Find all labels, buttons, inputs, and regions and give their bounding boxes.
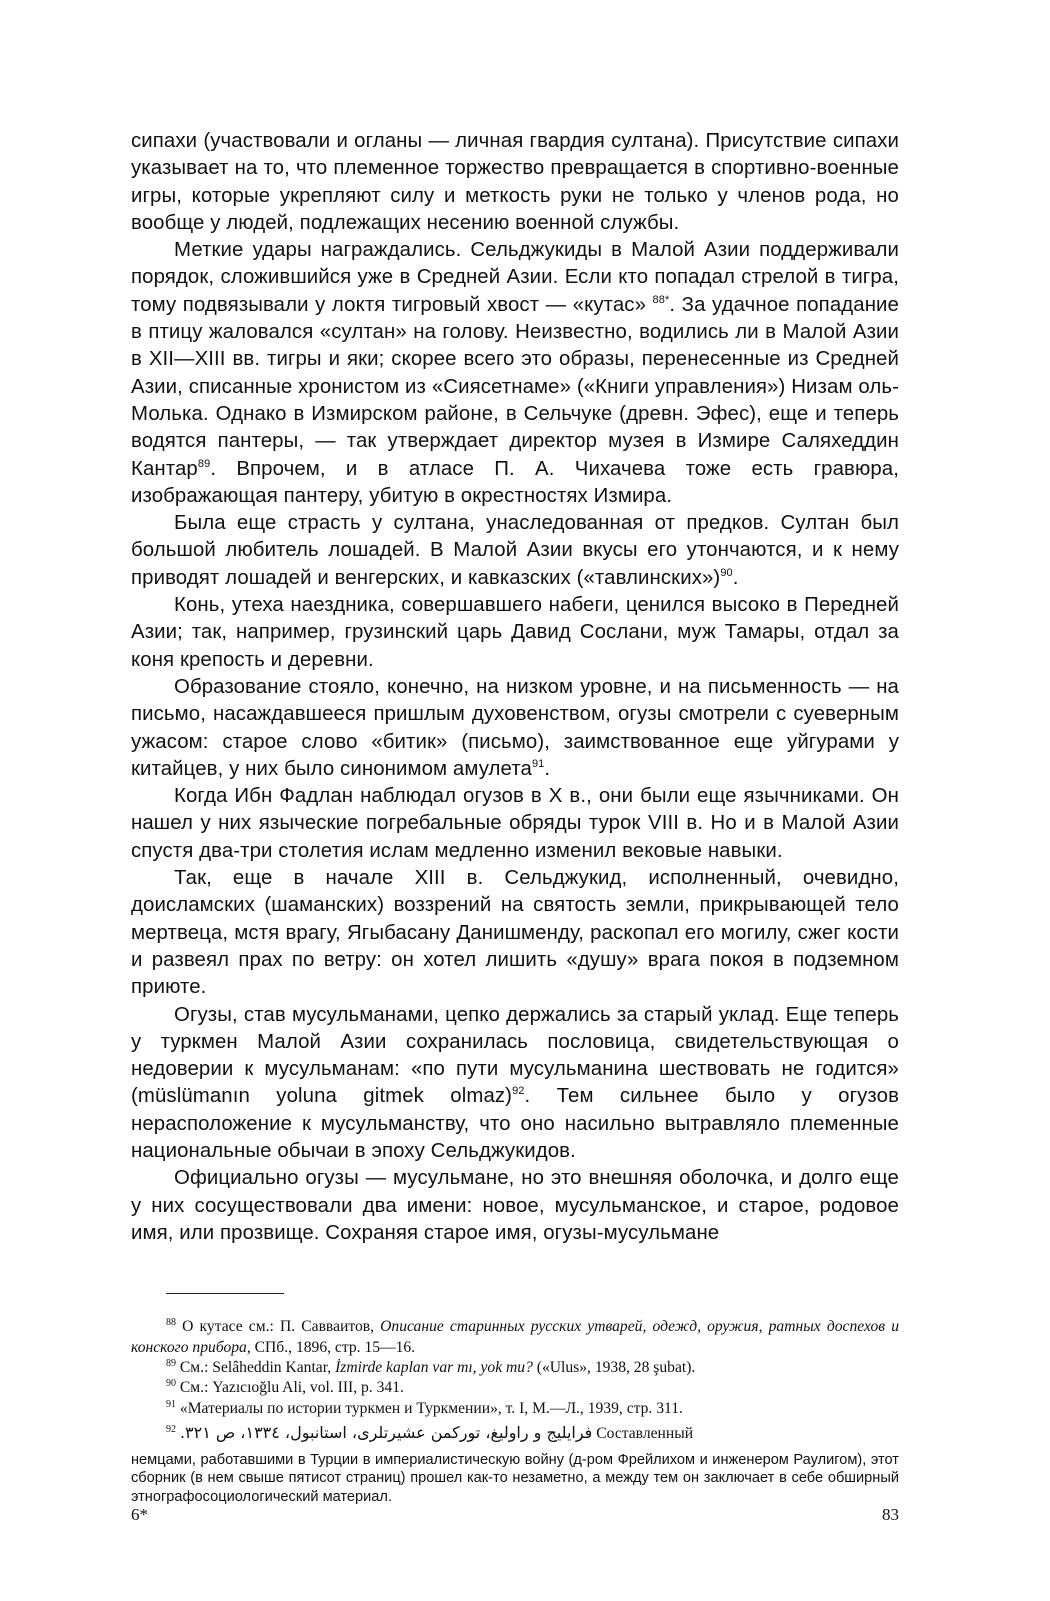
text-run: Когда Ибн Фадлан наблюдал огузов в X в., они были еще язычниками. Он нашел у них языческие погребальные обряды турок VIII в. Но и в Малой Азии спустя два-три столетия ислам медленно изменил вековые навыки. xyxy=(131,785,899,862)
paragraph xyxy=(131,592,899,674)
footnote-ref: 90 xyxy=(720,566,733,579)
footnote-ref: 92 xyxy=(512,1085,525,1098)
footnote-92: $^{92}$ فرايليج و راوليغ، توركمن عشيرتلرى، استانبول، ١٣٣٤، ص ٣٢١. Составленный xyxy=(166,1423,694,1443)
text-run: . За удачное попадание в птицу жаловался «султан» на голову. Неизвестно, водились ли в Малой Азии в XII—XIII вв. тигры и яки; скорее всего это образы, перенесенные из Средней Азии, списанные хронистом из «Сиясетнаме» («Книги управления») Низам оль-Молька. Однако в Измирском районе, в Сельчуке (древн. Эфес), еще и теперь водятся пантеры, — так утверждает директор музея в Измире Саляхеддин Кантар xyxy=(131,293,899,480)
footnote-88: $^{88}$ О кутасе см.: П. Савваитов, Описание старинных русских утварей, одежд, оружия, ратных доспехов и конского прибора, СПб., 1896, стр. 15—16. xyxy=(131,1316,899,1356)
text-run: . Впрочем, и в атласе П. А. Чихачева тоже есть гравюра, изображающая пантеру, убитую в окрестностях Измира. xyxy=(131,457,899,507)
text-run: Была еще страсть у султана, унаследованная от предков. Султан был большой любитель лошадей. В Малой Азии вкусы его утончаются, и к нему приводят лошадей и венгерских, и кавказских («тавлинских») xyxy=(131,512,899,589)
footnote-ref: 89 xyxy=(197,457,211,470)
footnote-91: $^{91}$ «Материалы по истории туркмен и Туркмении», т. I, М.—Л., 1939, стр. 311. xyxy=(166,1398,683,1417)
page-number: 83 xyxy=(882,1505,899,1524)
text-run: Так, еще в начале XIII в. Сельджукид, исполненный, очевидно, доисламских (шаманских) воззрений на святость земли, прикрывающей тело мертвеца, мстя врагу, Ягыбасану Данишменду, раскопал его могилу, сжег кости и развеял прах по ветру: он хотел лишить «душу» врага покоя в подземном приюте. xyxy=(131,867,899,999)
paragraph xyxy=(131,237,899,510)
text-run: . xyxy=(544,757,551,780)
text-run: . xyxy=(732,566,739,589)
paragraph xyxy=(131,783,899,865)
page-footer xyxy=(131,1505,899,1527)
footnote-90: $^{90}$ См.: Yazıcıoğlu Ali, vol. III, p. 341. xyxy=(166,1378,404,1397)
main-text xyxy=(131,128,899,1247)
paragraph xyxy=(131,128,899,237)
footnote-92-continuation: немцами, работавшими в Турции в империалистическую войну (д-ром Фрейлихом и инженером Раулигом), этот сборник (в нем свыше пятисот страниц) прошел как-то незаметно, а между тем он заключает в себе обширный этнографосоциологический материал. xyxy=(131,1451,899,1505)
footnotes xyxy=(131,1317,899,1506)
signature-mark: 6* xyxy=(131,1505,148,1524)
text-run: Образование стояло, конечно, на низком уровне, и на письменность — на письмо, насаждавшееся пришлым духовенством, огузы смотрели с суеверным ужасом: старое слово «битик» (письмо), заимствованное еще уйгурами у китайцев, у них было синонимом амулета xyxy=(131,675,899,780)
paragraph xyxy=(131,674,899,783)
text-run: . Тем сильнее было у огузов нерасположение к мусульманству, что оно насильно вытравляло племенные национальные обычаи в эпоху Сельджукидов. xyxy=(131,1085,900,1162)
paragraph xyxy=(131,1165,899,1247)
arabic-citation: فرايليج و راوليغ، توركمن عشيرتلرى، استانبول، ١٣٣٤، ص ٣٢١. xyxy=(179,1423,593,1443)
text-run: Официально огузы — мусульмане, но это внешняя оболочка, и долго еще у них сосуществовали два имени: новое, мусульманское, и старое, родовое имя, или прозвище. Сохраняя старое имя, огузы-мусульмане xyxy=(131,1167,899,1244)
text-run: сипахи (участвовали и огланы — личная гвардия султана). Присутствие сипахи указывает на то, что племенное торжество превращается в спортивно-военные игры, которые укрепляют силу и меткость руки не только у членов рода, но вообще у людей, подлежащих несению военной службы. xyxy=(131,130,899,234)
page xyxy=(131,128,899,1506)
paragraph xyxy=(131,1002,899,1166)
paragraph xyxy=(131,510,899,592)
text-run: Меткие удары награждались. Сельджукиды в Малой Азии поддерживали порядок, сложившийся уже в Средней Азии. Если кто попадал стрелой в тигра, тому подвязывали у локтя тигровый хвост — «кутас» xyxy=(131,239,899,316)
footnote-89: $^{89}$ См.: Selâheddin Kantar, İzmirde kaplan var mı, yok mu? («Ulus», 1938, 28 şubat). xyxy=(166,1357,696,1376)
footnote-rule xyxy=(166,1293,284,1294)
text-run: Конь, утеха наездника, совершавшего набеги, ценился высоко в Передней Азии; так, например, грузинский царь Давид Сослани, муж Тамары, отдал за коня крепость и деревни. xyxy=(131,594,899,671)
footnote-ref: 91 xyxy=(531,758,545,771)
paragraph xyxy=(131,865,899,1001)
text-run: Огузы, став мусульманами, цепко держались за старый уклад. Еще теперь у туркмен Малой Азии сохранилась пословица, свидетельствующая о недоверии к мусульманам: «по пути мусульманина шествовать не годится» (müslümanın yoluna gitmek olmaz) xyxy=(131,1003,899,1108)
footnote-ref: 88* xyxy=(652,293,670,306)
